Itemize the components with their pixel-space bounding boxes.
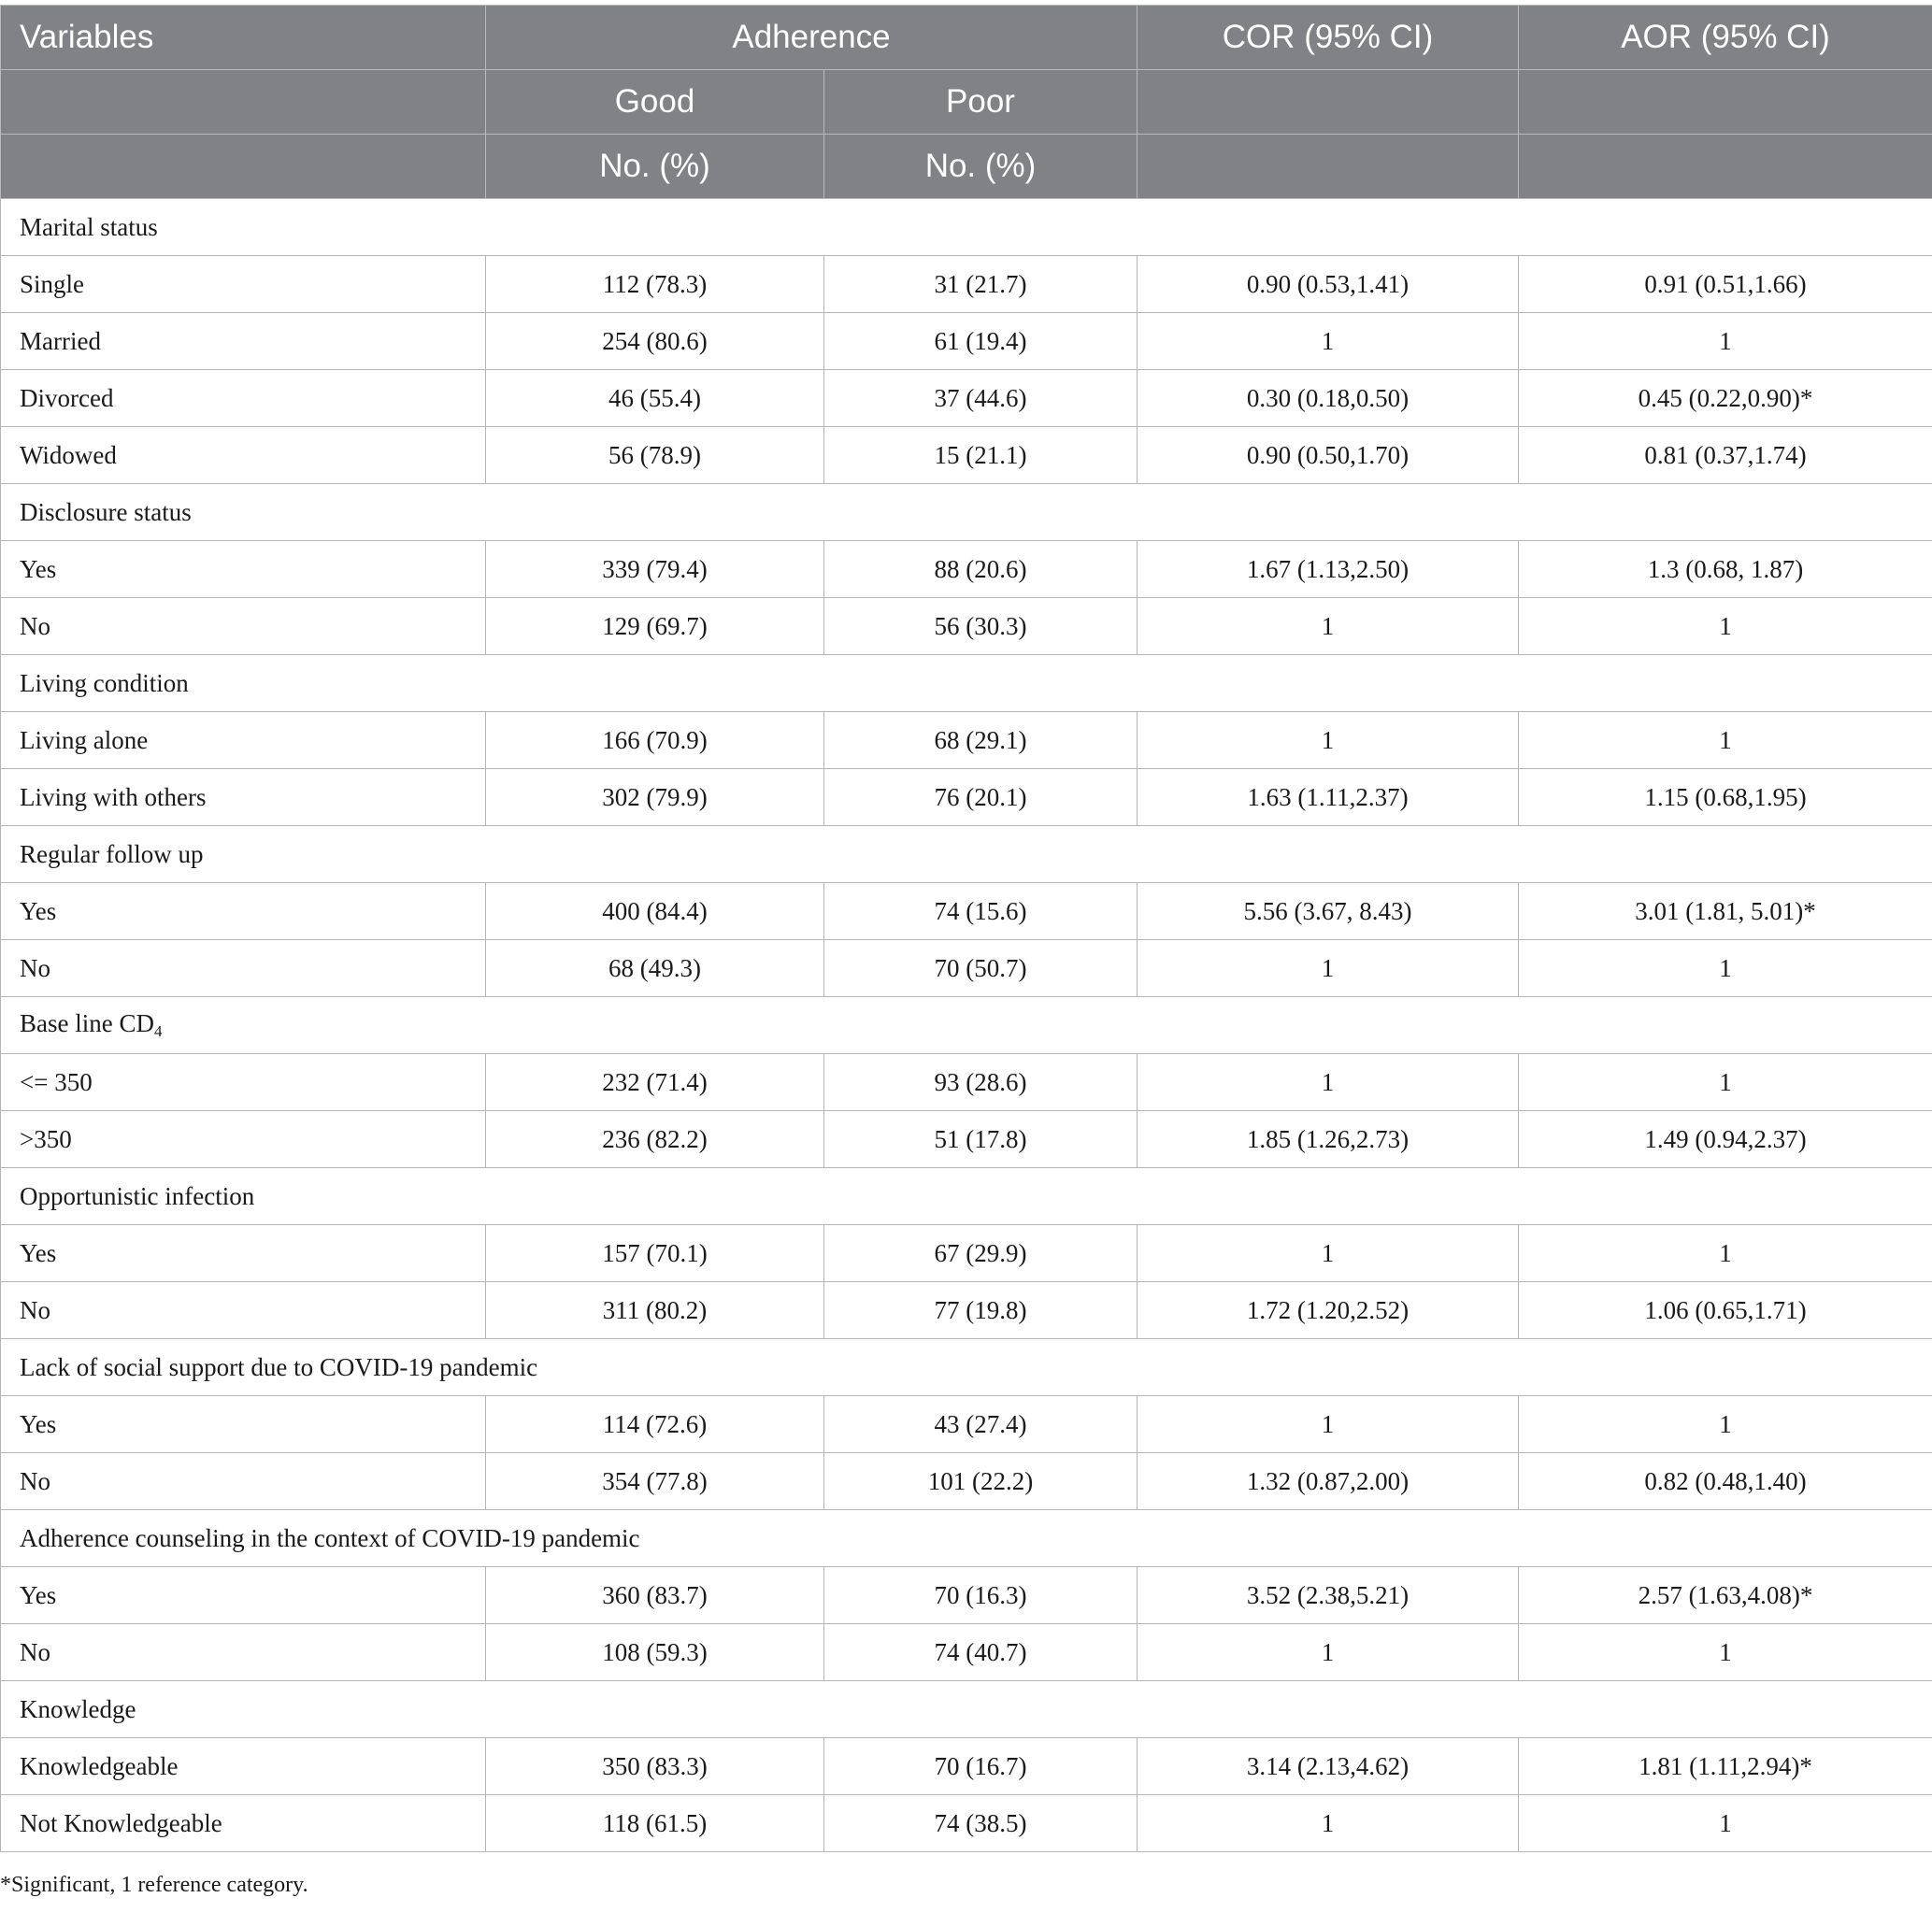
table-row: [1, 541, 1932, 598]
group-label-text: Opportunistic infection: [20, 1181, 255, 1210]
aor-cell: 1.06 (0.65,1.71): [1519, 1282, 1932, 1339]
good-cell: 166 (70.9): [486, 712, 824, 769]
results-table: [0, 5, 1932, 1852]
poor-cell: 101 (22.2): [824, 1453, 1138, 1510]
good-cell: 112 (78.3): [486, 256, 824, 313]
good-cell: 157 (70.1): [486, 1225, 824, 1282]
good-cell: 236 (82.2): [486, 1111, 824, 1168]
table-row: [1, 1453, 1932, 1510]
good-cell: 68 (49.3): [486, 940, 824, 997]
group-row: [1, 1339, 1932, 1396]
good-cell: 118 (61.5): [486, 1795, 824, 1852]
header-empty: [1, 70, 486, 135]
good-cell: 354 (77.8): [486, 1453, 824, 1510]
header-empty: [1519, 135, 1932, 199]
group-label: [1, 1339, 1932, 1396]
table-row: [1, 1738, 1932, 1795]
group-row: [1, 199, 1932, 256]
group-label: [1, 199, 1932, 256]
aor-cell: 1: [1519, 1624, 1932, 1681]
table-row: [1, 1624, 1932, 1681]
poor-cell: 31 (21.7): [824, 256, 1138, 313]
row-label: Yes: [1, 1225, 486, 1282]
poor-cell: 56 (30.3): [824, 598, 1138, 655]
poor-cell: 74 (15.6): [824, 883, 1138, 940]
header-cor: COR (95% CI): [1138, 6, 1519, 70]
group-row: [1, 1168, 1932, 1225]
group-row: [1, 1510, 1932, 1567]
row-label: Married: [1, 313, 486, 370]
cor-cell: 1.85 (1.26,2.73): [1138, 1111, 1519, 1168]
aor-cell: 2.57 (1.63,4.08)*: [1519, 1567, 1932, 1624]
poor-cell: 77 (19.8): [824, 1282, 1138, 1339]
row-label: Widowed: [1, 427, 486, 484]
row-label: No: [1, 1453, 486, 1510]
group-label: [1, 1510, 1932, 1567]
table-footnote: *Significant, 1 reference category.: [0, 1873, 308, 1897]
cor-cell: 0.30 (0.18,0.50): [1138, 370, 1519, 427]
aor-cell: 1.81 (1.11,2.94)*: [1519, 1738, 1932, 1795]
aor-cell: 1: [1519, 1054, 1932, 1111]
table-row: [1, 769, 1932, 826]
group-row: [1, 826, 1932, 883]
aor-cell: 1: [1519, 712, 1932, 769]
cor-cell: 1.72 (1.20,2.52): [1138, 1282, 1519, 1339]
table-row: [1, 1396, 1932, 1453]
good-cell: 339 (79.4): [486, 541, 824, 598]
table-header: [1, 6, 1932, 199]
row-label: <= 350: [1, 1054, 486, 1111]
header-variables: Variables: [1, 6, 486, 70]
header-empty: [1138, 70, 1519, 135]
cor-cell: 3.14 (2.13,4.62): [1138, 1738, 1519, 1795]
good-cell: 350 (83.3): [486, 1738, 824, 1795]
cor-cell: 5.56 (3.67, 8.43): [1138, 883, 1519, 940]
row-label: No: [1, 1282, 486, 1339]
table-row: [1, 427, 1932, 484]
cor-cell: 1: [1138, 712, 1519, 769]
group-row: [1, 997, 1932, 1054]
row-label: Yes: [1, 541, 486, 598]
table-row: [1, 1111, 1932, 1168]
poor-cell: 88 (20.6): [824, 541, 1138, 598]
table-row: [1, 1225, 1932, 1282]
poor-cell: 61 (19.4): [824, 313, 1138, 370]
group-label-text: Marital status: [20, 212, 158, 241]
poor-cell: 15 (21.1): [824, 427, 1138, 484]
row-label: Knowledgeable: [1, 1738, 486, 1795]
row-label: Single: [1, 256, 486, 313]
poor-cell: 43 (27.4): [824, 1396, 1138, 1453]
group-row: [1, 484, 1932, 541]
cor-cell: 1: [1138, 1795, 1519, 1852]
group-label: [1, 997, 1932, 1054]
header-good: Good: [486, 70, 824, 135]
row-label: Living with others: [1, 769, 486, 826]
cor-cell: 0.90 (0.50,1.70): [1138, 427, 1519, 484]
good-cell: 114 (72.6): [486, 1396, 824, 1453]
aor-cell: 0.91 (0.51,1.66): [1519, 256, 1932, 313]
cor-cell: 1: [1138, 940, 1519, 997]
group-label-text: Knowledge: [20, 1694, 136, 1723]
row-label: No: [1, 940, 486, 997]
good-cell: 311 (80.2): [486, 1282, 824, 1339]
table-row: [1, 598, 1932, 655]
group-row: [1, 655, 1932, 712]
row-label: No: [1, 1624, 486, 1681]
cor-cell: 1: [1138, 1396, 1519, 1453]
group-row: [1, 1681, 1932, 1738]
header-poor-unit: No. (%): [824, 135, 1138, 199]
aor-cell: 1: [1519, 1795, 1932, 1852]
table-body: [1, 199, 1932, 1852]
good-cell: 254 (80.6): [486, 313, 824, 370]
group-label-text: Lack of social support due to COVID-19 pandemic: [20, 1352, 538, 1381]
header-adherence: Adherence: [486, 6, 1138, 70]
good-cell: 46 (55.4): [486, 370, 824, 427]
group-label: [1, 826, 1932, 883]
good-cell: 302 (79.9): [486, 769, 824, 826]
aor-cell: 0.82 (0.48,1.40): [1519, 1453, 1932, 1510]
good-cell: 56 (78.9): [486, 427, 824, 484]
header-empty: [1, 135, 486, 199]
aor-cell: 1: [1519, 598, 1932, 655]
header-good-unit: No. (%): [486, 135, 824, 199]
table-row: [1, 370, 1932, 427]
good-cell: 360 (83.7): [486, 1567, 824, 1624]
group-label-text: Regular follow up: [20, 839, 204, 868]
cor-cell: 1: [1138, 313, 1519, 370]
row-label: No: [1, 598, 486, 655]
row-label: Yes: [1, 1396, 486, 1453]
poor-cell: 67 (29.9): [824, 1225, 1138, 1282]
poor-cell: 68 (29.1): [824, 712, 1138, 769]
aor-cell: 0.81 (0.37,1.74): [1519, 427, 1932, 484]
poor-cell: 93 (28.6): [824, 1054, 1138, 1111]
aor-cell: 1.15 (0.68,1.95): [1519, 769, 1932, 826]
poor-cell: 37 (44.6): [824, 370, 1138, 427]
good-cell: 232 (71.4): [486, 1054, 824, 1111]
aor-cell: 1.49 (0.94,2.37): [1519, 1111, 1932, 1168]
table-row: [1, 940, 1932, 997]
aor-cell: 0.45 (0.22,0.90)*: [1519, 370, 1932, 427]
cor-cell: 1: [1138, 1054, 1519, 1111]
aor-cell: 1.3 (0.68, 1.87): [1519, 541, 1932, 598]
poor-cell: 70 (16.7): [824, 1738, 1138, 1795]
cor-cell: 1: [1138, 1225, 1519, 1282]
header-empty: [1519, 70, 1932, 135]
row-label: Yes: [1, 883, 486, 940]
row-label: Yes: [1, 1567, 486, 1624]
cor-cell: 0.90 (0.53,1.41): [1138, 256, 1519, 313]
poor-cell: 74 (38.5): [824, 1795, 1138, 1852]
cor-cell: 1.32 (0.87,2.00): [1138, 1453, 1519, 1510]
aor-cell: 3.01 (1.81, 5.01)*: [1519, 883, 1932, 940]
group-label-subscript: 4: [153, 1022, 163, 1040]
cor-cell: 1.63 (1.11,2.37): [1138, 769, 1519, 826]
row-label: Divorced: [1, 370, 486, 427]
header-aor: AOR (95% CI): [1519, 6, 1932, 70]
good-cell: 400 (84.4): [486, 883, 824, 940]
aor-cell: 1: [1519, 940, 1932, 997]
row-label: Living alone: [1, 712, 486, 769]
table-row: [1, 1054, 1932, 1111]
table-row: [1, 1282, 1932, 1339]
good-cell: 129 (69.7): [486, 598, 824, 655]
header-poor: Poor: [824, 70, 1138, 135]
cor-cell: 3.52 (2.38,5.21): [1138, 1567, 1519, 1624]
cor-cell: 1.67 (1.13,2.50): [1138, 541, 1519, 598]
table-row: [1, 313, 1932, 370]
table-row: [1, 256, 1932, 313]
poor-cell: 70 (16.3): [824, 1567, 1138, 1624]
group-label: [1, 1681, 1932, 1738]
table-row: [1, 883, 1932, 940]
aor-cell: 1: [1519, 1396, 1932, 1453]
table-row: [1, 712, 1932, 769]
group-label: [1, 1168, 1932, 1225]
header-empty: [1138, 135, 1519, 199]
aor-cell: 1: [1519, 1225, 1932, 1282]
group-label: [1, 484, 1932, 541]
poor-cell: 74 (40.7): [824, 1624, 1138, 1681]
poor-cell: 76 (20.1): [824, 769, 1138, 826]
group-label: [1, 655, 1932, 712]
group-label-text: Base line CD: [20, 1009, 154, 1037]
good-cell: 108 (59.3): [486, 1624, 824, 1681]
row-label: >350: [1, 1111, 486, 1168]
table-row: [1, 1567, 1932, 1624]
table-row: [1, 1795, 1932, 1852]
poor-cell: 51 (17.8): [824, 1111, 1138, 1168]
cor-cell: 1: [1138, 1624, 1519, 1681]
group-label-text: Disclosure status: [20, 497, 192, 526]
aor-cell: 1: [1519, 313, 1932, 370]
group-label-text: Living condition: [20, 668, 189, 697]
row-label: Not Knowledgeable: [1, 1795, 486, 1852]
cor-cell: 1: [1138, 598, 1519, 655]
group-label-text: Adherence counseling in the context of COVID-19 pandemic: [20, 1523, 640, 1552]
poor-cell: 70 (50.7): [824, 940, 1138, 997]
